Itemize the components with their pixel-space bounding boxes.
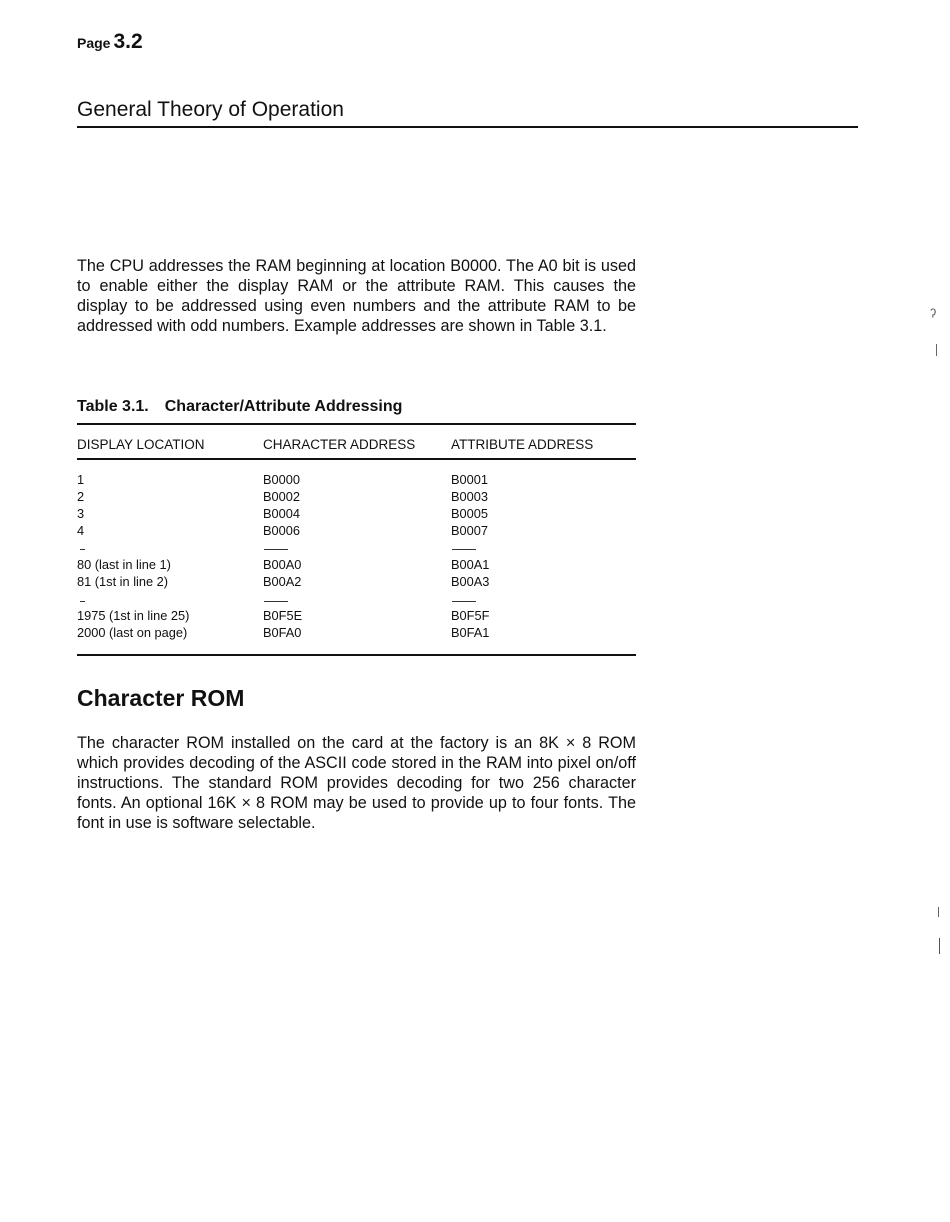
table-cell: B0FA0: [263, 625, 302, 640]
table-cell: B0FA1: [451, 625, 490, 640]
table-cell: B0004: [263, 506, 301, 521]
column-header-character-address: CHARACTER ADDRESS: [263, 437, 416, 452]
rom-paragraph: The character ROM installed on the card at the factory is an 8K × 8 ROM which provides decoding of the ASCII code stored in the RAM into pixel on/off instructions. The standard ROM provides decoding for two 256 character fonts. An optional 16K × 8 ROM may be used to provide up to four fonts. The font in use is software selectable.: [77, 734, 636, 832]
ellipsis-mark: [264, 601, 288, 602]
table-cell: B0000: [263, 472, 301, 487]
table-cell: B0002: [263, 489, 301, 504]
table-cell: B0003: [451, 489, 489, 504]
ellipsis-mark: [452, 549, 476, 550]
table-title: Character/Attribute Addressing: [164, 398, 403, 415]
table-bottom-rule: [77, 654, 636, 656]
table-cell: B0001: [451, 472, 489, 487]
column-header-attribute-address: ATTRIBUTE ADDRESS: [451, 437, 594, 452]
table-cell: 4: [77, 523, 85, 538]
table-cell: 3: [77, 506, 85, 521]
table-cell: 2: [77, 489, 85, 504]
scan-mark: [936, 344, 937, 356]
scan-mark: [939, 938, 940, 954]
table-caption: [77, 398, 402, 416]
scan-mark: ˀ: [930, 306, 937, 326]
ellipsis-mark: [80, 601, 85, 602]
table-cell: 81 (1st in line 2): [77, 574, 169, 589]
section-title: Character ROM: [77, 685, 245, 711]
table-header-rule: [77, 458, 636, 460]
page-number-value: 3.2: [113, 30, 143, 53]
intro-paragraph: The CPU addresses the RAM beginning at location B0000. The A0 bit is used to enable either the display RAM or the attribute RAM. This causes the display to be addressed using even numbers and the attribute RAM to be addressed with odd numbers. Example addresses are shown in Table 3.1.: [77, 257, 636, 335]
column-header-display-location: DISPLAY LOCATION: [77, 437, 205, 452]
page-label-text: Page: [77, 35, 111, 51]
table-cell: 1: [77, 472, 85, 487]
table-cell: B0006: [263, 523, 301, 538]
table-cell: 1975 (1st in line 25): [77, 608, 190, 623]
page-number: [77, 30, 143, 54]
table-cell: B00A0: [263, 557, 302, 572]
table-cell: B0007: [451, 523, 489, 538]
ellipsis-mark: [264, 549, 288, 550]
table-cell: B0F5E: [263, 608, 303, 623]
section-header: General Theory of Operation: [77, 98, 344, 121]
table-cell: B0005: [451, 506, 489, 521]
table-cell: B00A1: [451, 557, 490, 572]
scan-mark: [938, 907, 939, 917]
ellipsis-mark: [452, 601, 476, 602]
header-rule: [77, 126, 858, 128]
table-cell: B0F5F: [451, 608, 490, 623]
table-cell: B00A3: [451, 574, 490, 589]
table-cell: B00A2: [263, 574, 302, 589]
table-number: Table 3.1.: [77, 398, 149, 415]
table-cell: 80 (last in line 1): [77, 557, 171, 572]
table-cell: 2000 (last on page): [77, 625, 188, 640]
ellipsis-mark: [80, 549, 85, 550]
table-top-rule: [77, 423, 636, 425]
